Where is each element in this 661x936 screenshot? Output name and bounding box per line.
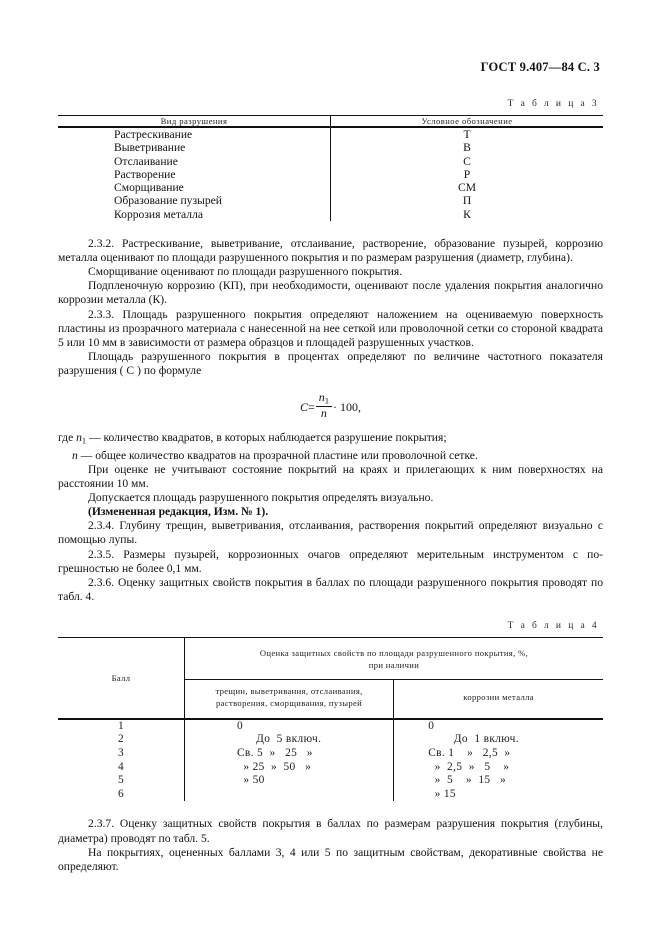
table4-body-row bbox=[58, 719, 603, 802]
table4-header-span bbox=[184, 637, 603, 679]
table-3 bbox=[58, 115, 603, 221]
list-item: До 5 включ. bbox=[236, 733, 322, 746]
formula-numerator bbox=[316, 391, 332, 407]
table3-kind-list bbox=[58, 127, 331, 221]
paragraph-2-3-5: 2.3.5. Размеры пузырей, коррозионных очагов определяют мерительным инструментом с погрешностью не более 0,1 мм. bbox=[58, 547, 603, 575]
list-item: Т bbox=[463, 128, 471, 141]
table3-symbol-list bbox=[331, 127, 604, 221]
list-item: » 2,5 » 5 » bbox=[428, 760, 510, 773]
table4-header-cracks-line1: трещин, выветривания, отслаивания, bbox=[215, 686, 363, 697]
list-item: Образование пузырей bbox=[114, 194, 222, 208]
list-item: » 5 » 15 » bbox=[428, 774, 507, 787]
list-item: Выветривание bbox=[114, 141, 186, 155]
table4-header-span-line1: Оценка защитных свойств по площади разрушенного покрытия, %, bbox=[259, 648, 529, 659]
paragraph-dopuskaetsya: Допускается площадь разрушенного покрытия определять визуально. bbox=[88, 491, 434, 505]
list-item: 0 bbox=[428, 719, 435, 732]
list-item: С bbox=[463, 154, 471, 168]
formula-frequency-indicator bbox=[58, 391, 603, 419]
body-lower bbox=[58, 817, 603, 873]
list-item: 0 bbox=[236, 719, 243, 732]
table4-header-row-top bbox=[58, 637, 603, 679]
formula-numerator-subscript: 1 bbox=[324, 395, 330, 406]
paragraph-smorshchivanie: Сморщивание оценивают по площади разрушенного покрытия. bbox=[88, 265, 403, 279]
formula-numerator-var: n bbox=[318, 390, 325, 405]
formula-denominator: n bbox=[320, 406, 327, 421]
paragraph-where-n1: где $n_1$ — количество квадратов, в которых наблюдается разрушение покрытия; bbox=[58, 431, 447, 446]
formula-factor: 100, bbox=[340, 399, 362, 414]
paragraph-2-3-6: 2.3.6. Оценку защитных свойств покрытия в баллах по площади разрушенного покрытия проводят по табл. 4. bbox=[58, 575, 603, 603]
list-item: 1 bbox=[117, 719, 124, 732]
list-item: » 25 » 50 » bbox=[236, 760, 312, 773]
paragraph-pri-ocenke: При оценке не учитывают состояние покрытий на краях и прилегающих к ним поверхностях на расстоянии 10 мм. bbox=[58, 462, 603, 491]
table4-header-cracks bbox=[184, 679, 393, 719]
table4-header-span-line2: при наличии bbox=[368, 659, 420, 670]
list-item: 5 bbox=[117, 774, 124, 787]
table4-header-cracks-line2: растворения, сморщивания, пузырей bbox=[216, 697, 363, 708]
list-item: Св. 1 » 2,5 » bbox=[428, 747, 511, 760]
list-item: Растворение bbox=[114, 167, 176, 181]
list-item: Отслаивание bbox=[114, 154, 178, 168]
paragraph-2-3-3: 2.3.3. Площадь разрушенного покрытия определяют наложением на оцениваемую поверхность пластины из прозрачного материала с нанесенной на нее сеткой или проволочной сетки со стороной квадрата 5 или 10 мм в зависимости от размера образцов и площадей разрушенных участков. bbox=[58, 307, 603, 349]
paragraph-podplenochnaya: Подпленочную коррозию (КП), при необходимости, оценивают после удаления покрытия аналогично коррозии металла (К). bbox=[58, 279, 603, 307]
list-item: К bbox=[463, 207, 471, 221]
list-item: П bbox=[462, 194, 472, 208]
paragraph-2-3-7: 2.3.7. Оценку защитных свойств покрытия в баллах по размерам разрушения покрытия (глубины, диаметра) проводят по табл. 5. bbox=[58, 817, 603, 845]
formula-lhs: C bbox=[299, 399, 308, 414]
paragraph-na-pokrytiyah: На покрытиях, оцененных баллами 3, 4 или 5 по защитным свойствам, декоративные свойства не определяют. bbox=[58, 845, 603, 873]
paragraph-ploshchad-procent: Площадь разрушенного покрытия в процентах определяют по величине частотного показателя разрушения ( C ) по формуле bbox=[58, 349, 603, 377]
list-item: 4 bbox=[117, 760, 124, 773]
table4-header-score: Балл bbox=[58, 637, 184, 719]
table4-score-list bbox=[58, 719, 184, 802]
table4-header-corrosion: коррозии металла bbox=[394, 679, 603, 719]
formula-fraction bbox=[316, 391, 332, 419]
list-item: Коррозия металла bbox=[114, 207, 204, 221]
body-upper bbox=[58, 237, 603, 604]
table3-caption: Т а б л и ц а 3 bbox=[507, 99, 599, 109]
paragraph-izmenennaya-redakciya: (Измененная редакция, Изм. № 1). bbox=[88, 505, 269, 519]
list-item: » 15 bbox=[428, 787, 456, 800]
list-item: » 50 bbox=[236, 774, 265, 787]
table3-header-kind: Вид разрушения bbox=[58, 116, 331, 128]
list-item: 6 bbox=[117, 787, 124, 800]
table4-corrosion-list bbox=[394, 719, 603, 802]
formula-multiply-dot: · bbox=[333, 399, 338, 414]
paragraph-where-n: n — общее количество квадратов на прозрачной пластине или проволочной сетке. bbox=[72, 448, 478, 462]
list-item: В bbox=[463, 141, 471, 155]
table3-body-row bbox=[58, 127, 603, 221]
table4-cracks-list bbox=[184, 719, 393, 802]
list-item: Сморщивание bbox=[114, 181, 184, 195]
paragraph-2-3-4: 2.3.4. Глубину трещин, выветривания, отслаивания, растворения покрытий определяют визуально с помощью лупы. bbox=[58, 519, 603, 547]
list-item: Растрескивание bbox=[114, 128, 193, 141]
paragraph-2-3-2: 2.3.2. Растрескивание, выветривание, отслаивание, растворение, образование пузырей, коррозию металла оценивают по площади разрушенного покрытия и по размерам разрушения (диаметр, глубина). bbox=[58, 237, 603, 265]
table-4 bbox=[58, 637, 603, 802]
table4-caption: Т а б л и ц а 4 bbox=[507, 620, 599, 631]
list-item: 3 bbox=[117, 747, 124, 760]
table3-header-symbol: Условное обозначение bbox=[331, 116, 604, 128]
list-item: 2 bbox=[117, 733, 124, 746]
list-item: Св. 5 » 25 » bbox=[236, 747, 313, 760]
formula-equals: = bbox=[307, 399, 315, 414]
table3-header-row bbox=[58, 116, 603, 128]
list-item: СМ bbox=[457, 181, 477, 195]
running-head: ГОСТ 9.407—84 С. 3 bbox=[480, 60, 600, 74]
list-item: Р bbox=[463, 167, 471, 181]
list-item: До 1 включ. bbox=[428, 733, 519, 746]
